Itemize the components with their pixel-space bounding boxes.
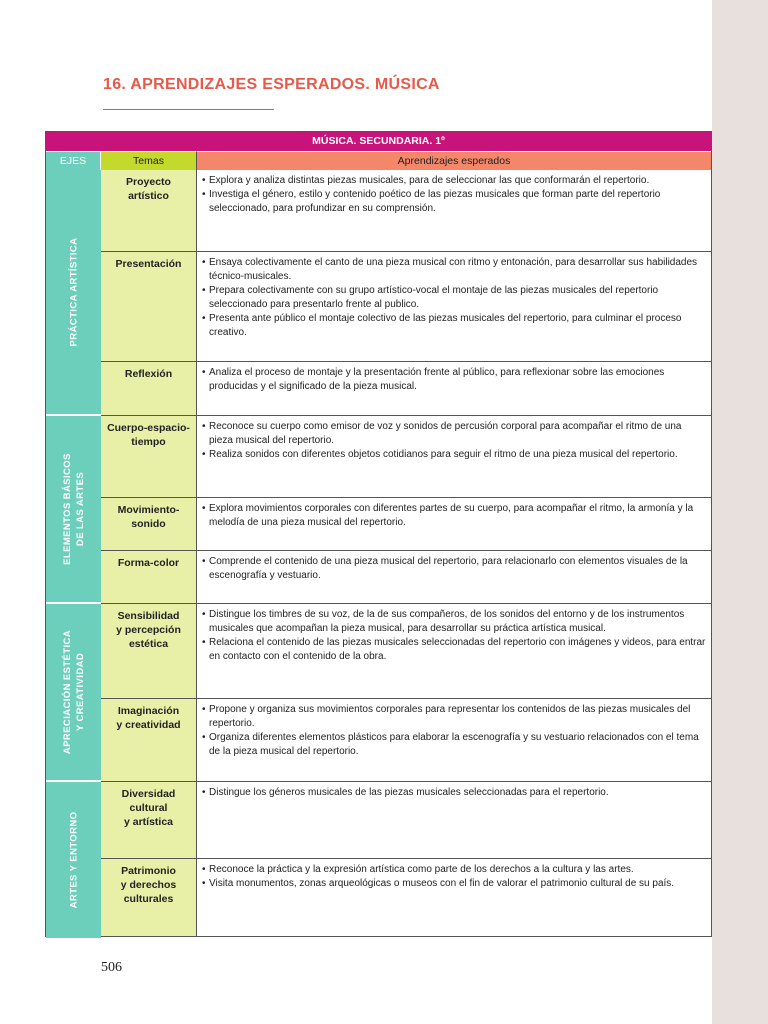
list-item: • Prepara colectivamente con su grupo artístico-vocal el montaje de las piezas musicales del repertorio seleccionado para presentarlo frente al publico. [201, 284, 707, 312]
aprendizajes-cell [197, 498, 711, 551]
aprendizajes-cell [197, 416, 711, 498]
eje-label: ARTES Y ENTORNO [68, 811, 79, 909]
list-item: • Analiza el proceso de montaje y la presentación frente al público, para reflexionar sobre las emociones producidas y el significado de la pieza musical. [201, 366, 707, 394]
tema-cell: Forma-color [101, 551, 197, 604]
eje-practica-artistica [46, 170, 101, 416]
eje-label: PRÁCTICA ARTÍSTICA [68, 237, 79, 347]
list-item: • Reconoce su cuerpo como emisor de voz y sonidos de percusión corporal para acompañar el ritmo de una pieza musical del repertorio. [201, 420, 707, 448]
eje-artes-entorno [46, 782, 101, 938]
eje-label: APRECIACIÓN ESTÉTICA Y CREATIVIDAD [61, 629, 86, 755]
list-item: • Distingue los géneros musicales de las piezas musicales seleccionadas para el repertorio. [201, 786, 707, 800]
aprendizajes-cell [197, 551, 711, 604]
list-item: • Distingue los timbres de su voz, de la de sus compañeros, de los sonidos del entorno y de los instrumentos musicales que acompañan la pieza musical, para desarrollar su práctica artística musical. [201, 608, 707, 636]
list-item: • Relaciona el contenido de las piezas musicales seleccionadas del repertorio con imágenes y videos, para entrar en contacto con el contenido de la obra. [201, 636, 707, 664]
learning-outcomes-table [45, 131, 712, 937]
header-aprendizajes: Aprendizajes esperados [197, 151, 711, 170]
tema-cell: Sensibilidad y percepción estética [101, 604, 197, 699]
tema-cell: Imaginación y creatividad [101, 699, 197, 782]
tema-cell: Diversidad cultural y artística [101, 782, 197, 859]
aprendizajes-cell [197, 699, 711, 782]
page-side-strip [712, 0, 768, 1024]
page-title: 16. APRENDIZAJES ESPERADOS. MÚSICA [103, 76, 440, 93]
list-item: • Presenta ante público el montaje colectivo de las piezas musicales del repertorio, para culminar el proceso creativo. [201, 312, 707, 340]
list-item: • Comprende el contenido de una pieza musical del repertorio, para relacionarlo con elementos visuales de la escenografía y vestuario. [201, 555, 707, 583]
list-item: • Explora movimientos corporales con diferentes partes de su cuerpo, para acompañar el ritmo, la armonía y la melodía de una pieza musical del repertorio. [201, 502, 707, 530]
list-item: • Realiza sonidos con diferentes objetos cotidianos para seguir el ritmo de una pieza musical del repertorio. [201, 448, 707, 462]
tema-cell: Reflexión [101, 362, 197, 416]
list-item: • Ensaya colectivamente el canto de una pieza musical con ritmo y entonación, para desarrollar sus habilidades técnico-musicales. [201, 256, 707, 284]
tema-cell: Proyecto artístico [101, 170, 197, 252]
aprendizajes-cell [197, 170, 711, 252]
tema-cell: Presentación [101, 252, 197, 362]
list-item: • Propone y organiza sus movimientos corporales para representar los contenidos de las piezas musicales del repertorio. [201, 703, 707, 731]
aprendizajes-cell [197, 782, 711, 859]
list-item: • Reconoce la práctica y la expresión artística como parte de los derechos a la cultura y las artes. [201, 863, 707, 877]
page-number: 506 [101, 960, 122, 975]
tema-cell: Movimiento- sonido [101, 498, 197, 551]
tema-cell: Cuerpo-espacio- tiempo [101, 416, 197, 498]
header-ejes: EJES [46, 151, 101, 170]
eje-label: ELEMENTOS BÁSICOS DE LAS ARTES [61, 453, 86, 565]
eje-apreciacion-estetica [46, 604, 101, 782]
list-item: • Visita monumentos, zonas arqueológicas o museos con el fin de valorar el patrimonio cultural de su país. [201, 877, 707, 891]
aprendizajes-cell [197, 252, 711, 362]
tema-cell: Patrimonio y derechos culturales [101, 859, 197, 936]
title-underline [103, 109, 274, 110]
aprendizajes-cell [197, 604, 711, 699]
eje-elementos-basicos [46, 416, 101, 604]
table-title: MÚSICA. SECUNDARIA. 1º [46, 132, 711, 151]
aprendizajes-cell [197, 859, 711, 936]
header-temas: Temas [101, 151, 197, 170]
aprendizajes-cell [197, 362, 711, 416]
list-item: • Organiza diferentes elementos plásticos para elaborar la escenografía y su vestuario relacionados con el tema de la pieza musical del repertorio. [201, 731, 707, 759]
list-item: • Explora y analiza distintas piezas musicales, para de seleccionar las que conformarán el repertorio. [201, 174, 707, 188]
list-item: • Investiga el género, estilo y contenido poético de las piezas musicales que forman parte del repertorio seleccionado, para profundizar en su comprensión. [201, 188, 707, 216]
